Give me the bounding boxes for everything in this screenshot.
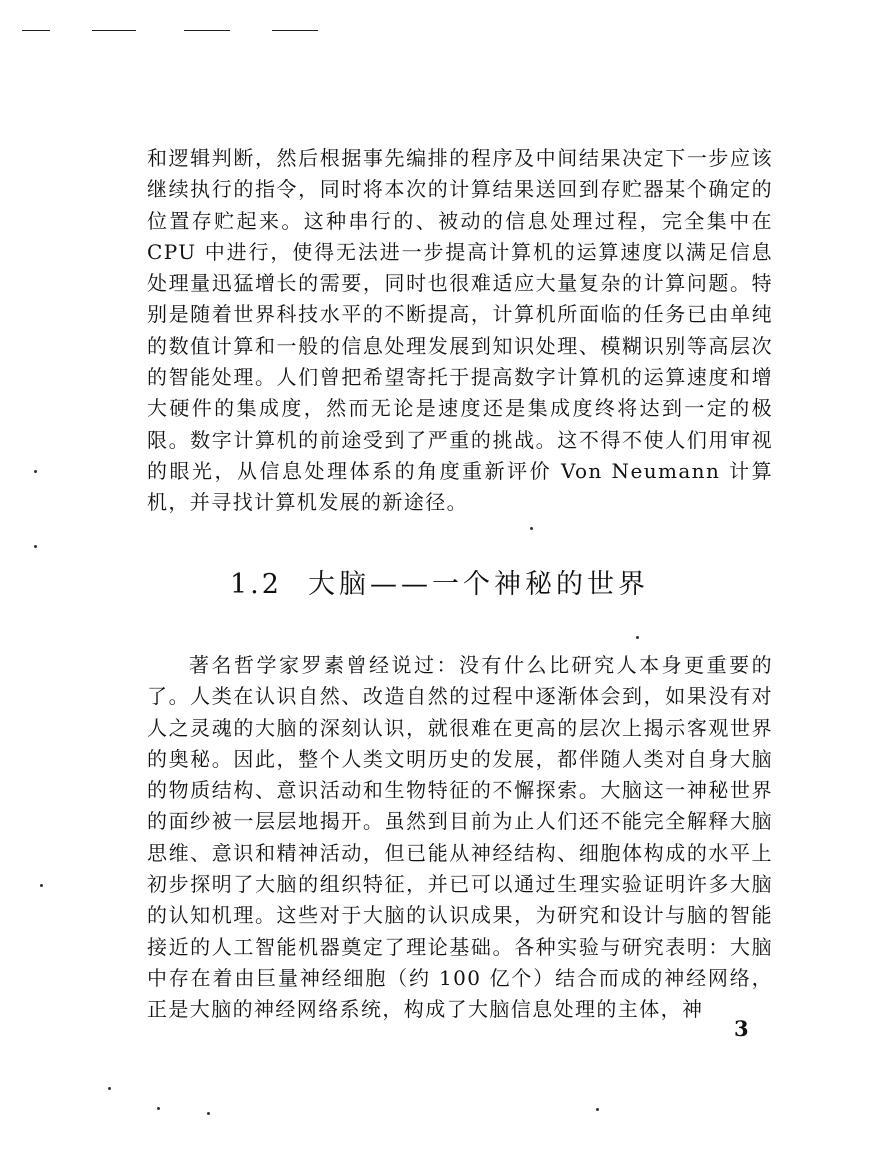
section-title: 大脑——一个神秘的世界 [307, 569, 649, 600]
scan-speck [207, 1112, 210, 1115]
body-paragraph-1: 和逻辑判断，然后根据事先编排的程序及中间结果决定下一步应该继续执行的指令，同时将本次的计算结果送回到存贮器某个确定的位置存贮起来。这种串行的、被动的信息处理过程，完全集中在 CPU 中进行，使得无法进一步提高计算机的运算速度以满足信息处理量迅猛增长的需要，同时也很难适应大量复杂的计算问题。特别是随着世界科技水平的不断提高，计算机所面临的任务已由单纯的数值计算和一般的信息处理发展到知识处理、模糊识别等高层次的智能处理。人们曾把希望寄托于提高数字计算机的运算速度和增大硬件的集成度，然而无论是速度还是集成度终将达到一定的极限。数字计算机的前途受到了严重的挑战。这不得不使人们用审视的眼光，从信息处理体系的角度重新评价 Von Neumann 计算机，并寻找计算机发展的新途径。 [147, 146, 773, 515]
scan-speck [530, 527, 533, 530]
scan-speck [596, 1108, 599, 1111]
header-rule [184, 30, 230, 31]
header-rule [272, 30, 318, 31]
header-rule [22, 30, 50, 31]
scan-speck [157, 1107, 160, 1110]
scan-speck [34, 470, 37, 473]
scan-speck [40, 884, 43, 887]
scan-speck [636, 636, 639, 639]
scan-speck [108, 1087, 111, 1090]
header-rule [92, 30, 136, 31]
body-paragraph-2: 著名哲学家罗素曾经说过：没有什么比研究人本身更重要的了。人类在认识自然、改造自然的过程中逐渐体会到，如果没有对人之灵魂的大脑的深刻认识，就很难在更高的层次上揭示客观世界的奥秘。因此，整个人类文明历史的发展，都伴随人类对自身大脑的物质结构、意识活动和生物特征的不懈探索。大脑这一神秘世界的面纱被一层层地揭开。虽然到目前为止人们还不能完全解释大脑思维、意识和精神活动，但已能从神经结构、细胞体构成的水平上初步探明了大脑的组织特征，并已可以通过生理实验证明许多大脑的认知机理。这些对于大脑的认识成果，为研究和设计与脑的智能接近的人工智能机器奠定了理论基础。各种实验与研究表明：大脑中存在着由巨量神经细胞（约 100 亿个）结合而成的神经网络，正是大脑的神经网络系统，构成了大脑信息处理的主体，神 [147, 653, 773, 1022]
section-heading [230, 562, 649, 601]
section-number: 1.2 [230, 569, 282, 600]
page-number: 3 [734, 1016, 749, 1041]
scan-speck [34, 545, 37, 548]
